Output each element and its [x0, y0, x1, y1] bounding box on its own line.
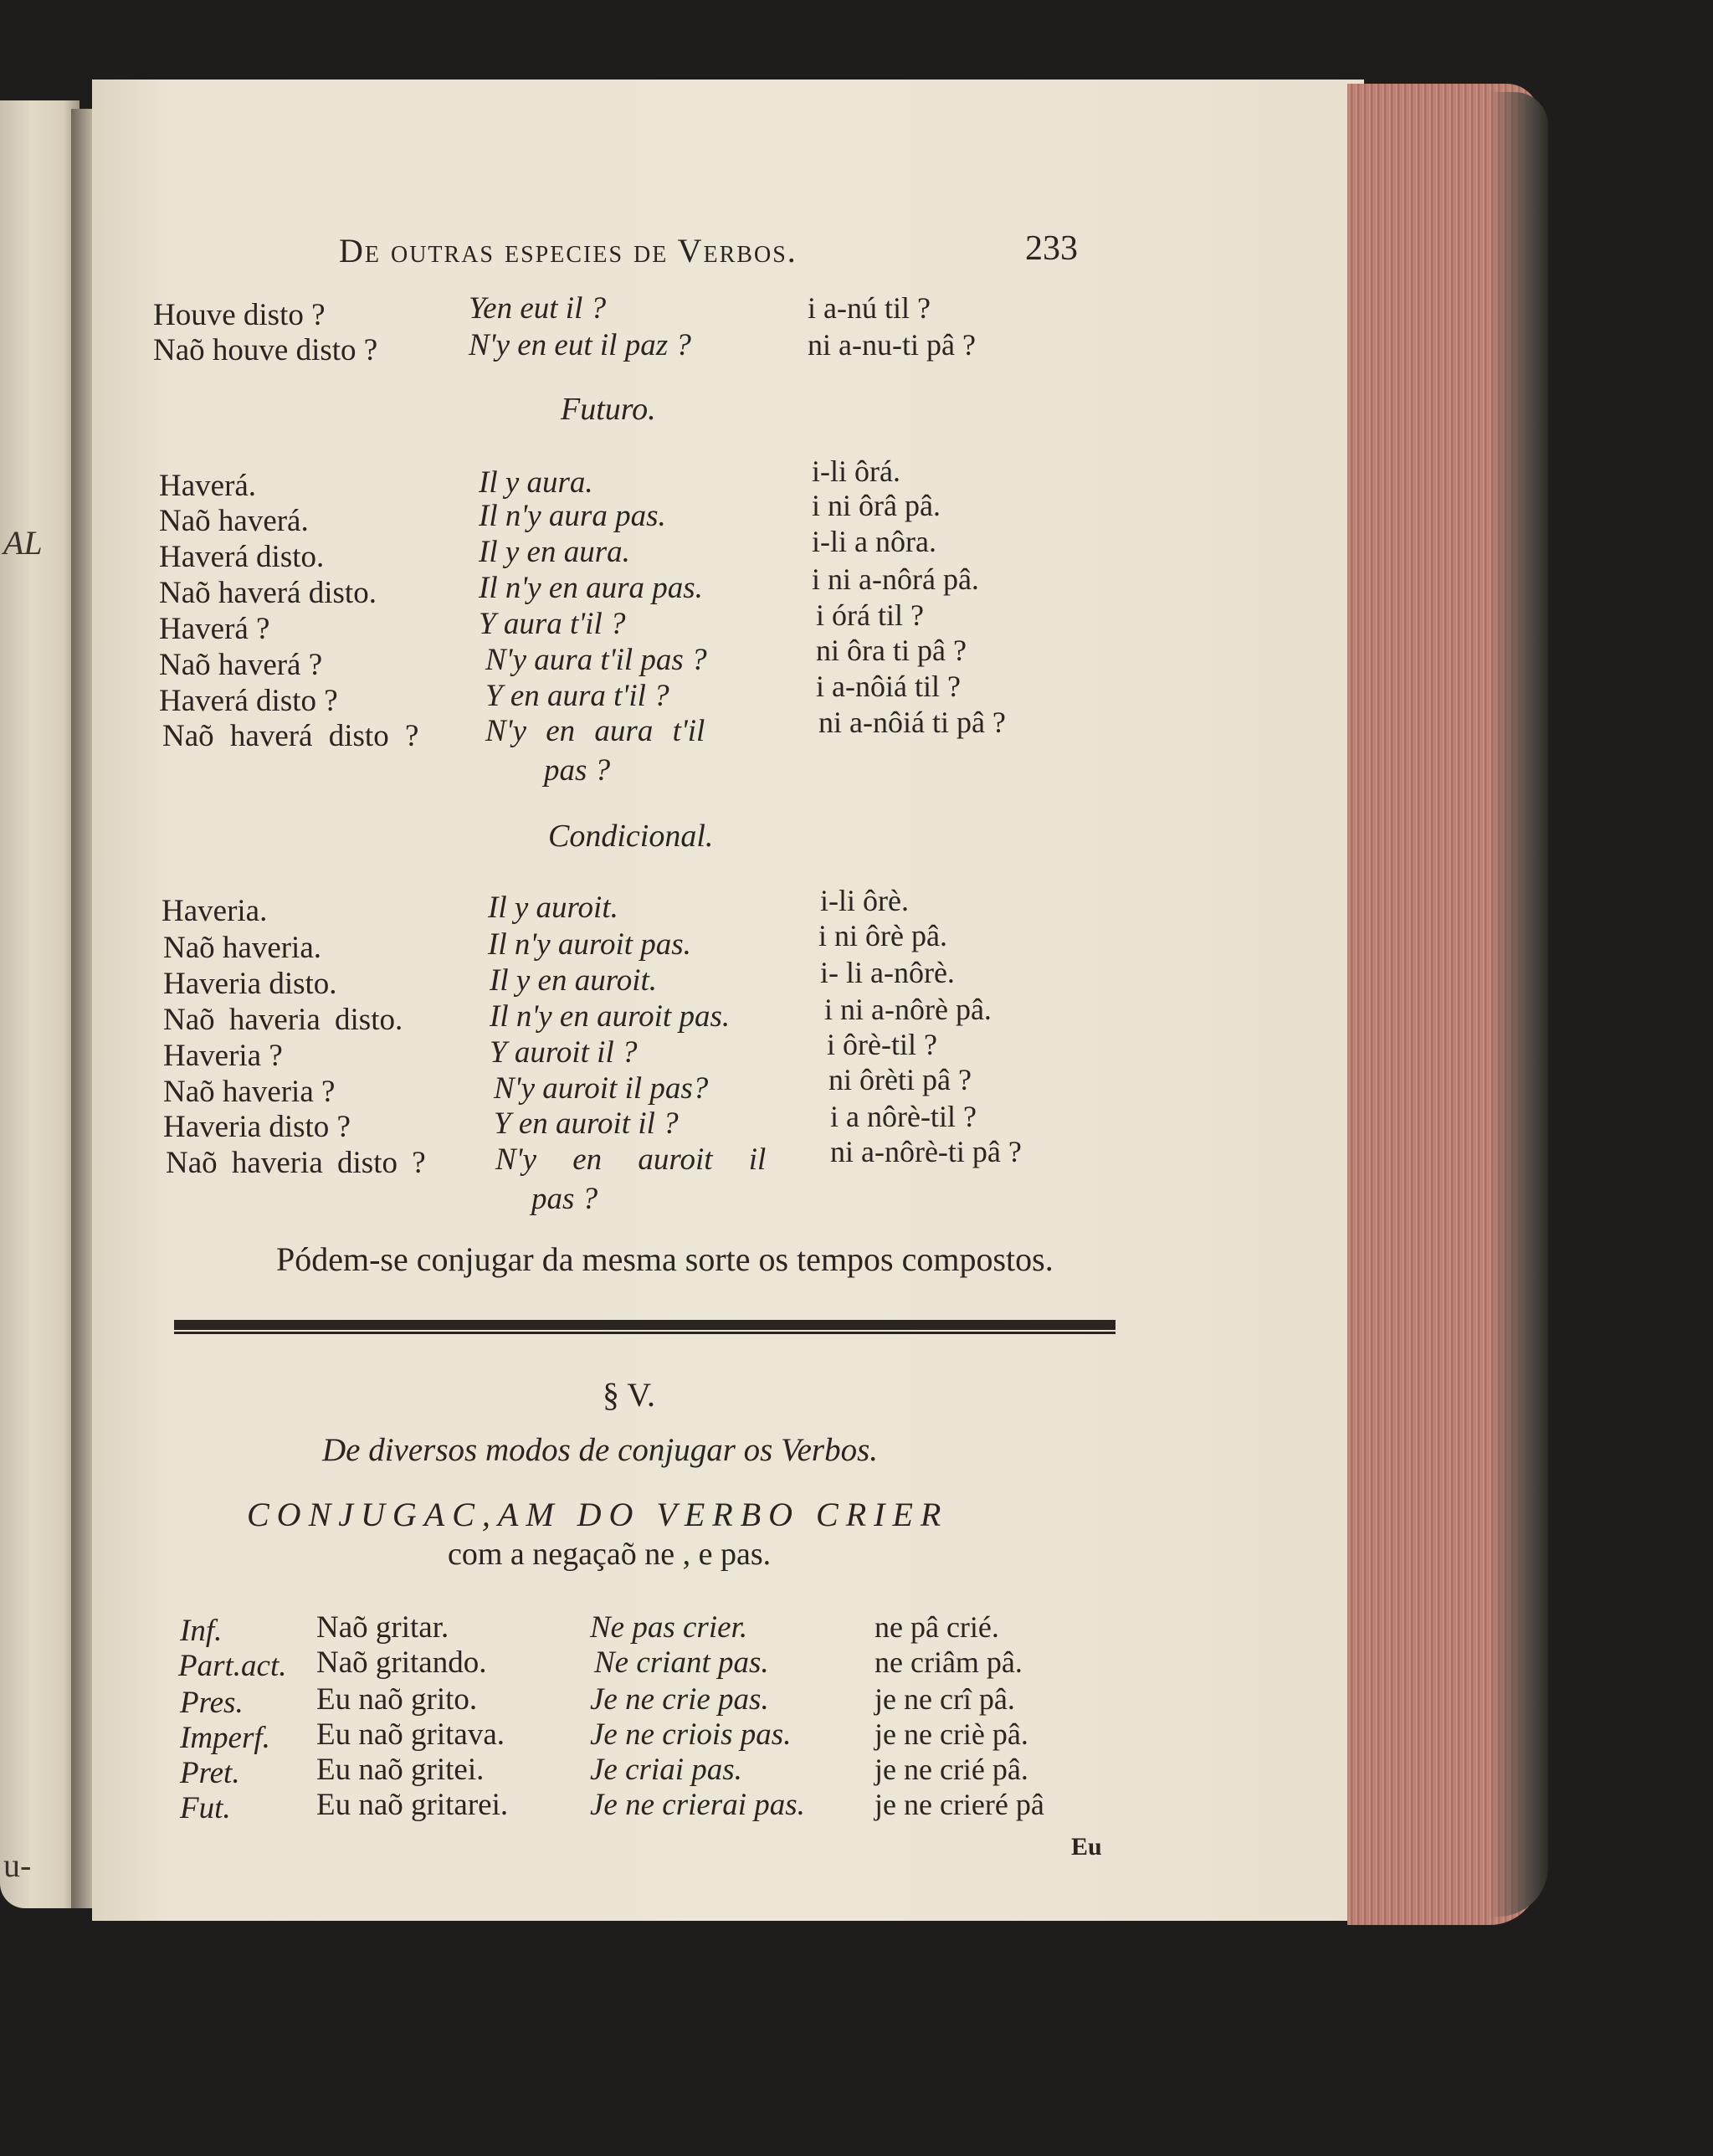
tense-label: Pres.: [180, 1686, 244, 1720]
pt-cell: Haveria.: [162, 894, 268, 928]
fr-cell: Il y aura.: [479, 465, 593, 500]
page-number: 233: [1025, 229, 1078, 268]
pt-cell: Naõ gritar.: [316, 1610, 449, 1645]
ph-cell: i a-nôiá til ?: [816, 670, 961, 703]
fr-cell: Je criai pas.: [590, 1753, 742, 1787]
ph-cell: ni ôra ti pâ ?: [816, 634, 967, 667]
fr-cell: Ne pas crier.: [590, 1610, 748, 1645]
fr-cell: N'y en eut il paz ?: [469, 328, 691, 362]
pt-cell: Naõ houve disto ?: [153, 333, 378, 367]
ph-cell: ni a-nu-ti pâ ?: [808, 328, 976, 362]
pt-cell: Naõ haverá ?: [159, 648, 323, 682]
tense-label: Fut.: [180, 1791, 231, 1825]
ph-cell: i-li a nôra.: [812, 525, 936, 558]
ph-cell: i a nôrè-til ?: [830, 1100, 977, 1133]
ph-cell: je ne crié pâ.: [874, 1753, 1028, 1786]
ph-cell: i-li ôrá.: [812, 454, 900, 488]
fr-cell: Je ne crie pas.: [590, 1682, 769, 1717]
ph-cell: ni a-nôiá ti pâ ?: [818, 706, 1006, 739]
running-header: De outras especies de Verbos.: [339, 232, 798, 270]
ph-cell: i ni ôrè pâ.: [818, 919, 947, 952]
fr-cell: Il n'y en auroit pas.: [490, 999, 731, 1034]
section-subtitle: De diversos modos de conjugar os Verbos.: [322, 1432, 879, 1468]
fr-cell: Y en auroit il ?: [494, 1106, 679, 1141]
left-page-edge: [0, 100, 79, 1908]
pt-cell: Naõ haverá disto.: [159, 576, 377, 610]
section-number: § V.: [603, 1376, 656, 1414]
pt-cell: Naõ haveria.: [163, 931, 322, 965]
ph-cell: je ne crî pâ.: [874, 1682, 1015, 1716]
section-heading-condicional: Condicional.: [548, 819, 714, 854]
ph-cell: i-li ôrè.: [820, 884, 909, 917]
ph-cell: i ni a-nôrá pâ.: [812, 562, 979, 596]
pt-cell: Haveria disto ?: [163, 1110, 351, 1144]
pt-cell: Haverá disto ?: [159, 684, 338, 718]
fr-cell: Il y auroit.: [488, 891, 618, 925]
ph-cell: ni ôrèti pâ ?: [828, 1063, 972, 1096]
pt-cell: Naõ haveria disto ?: [166, 1146, 426, 1180]
tense-label: Pret.: [180, 1756, 240, 1790]
pt-cell: Naõ haverá.: [159, 504, 309, 538]
pt-cell: Eu naõ gritarei.: [316, 1788, 509, 1822]
cover-shadow: [1490, 92, 1548, 1917]
catchword: Eu: [1071, 1833, 1102, 1861]
pt-cell: Haveria disto.: [163, 967, 337, 1001]
fr-continuation: pas ?: [544, 753, 611, 788]
left-page-fragment: AL: [3, 524, 43, 562]
ph-cell: i ôrè-til ?: [827, 1028, 937, 1061]
pt-cell: Naõ haverá disto ?: [162, 719, 419, 753]
ph-cell: i- li a-nôrè.: [820, 956, 955, 989]
fr-cell: Ne criant pas.: [594, 1645, 769, 1680]
tense-label: Part.act.: [178, 1649, 287, 1683]
fr-cell: N'y en aura t'il: [485, 714, 705, 748]
conjugation-title: CONJUGAC,AM DO VERBO CRIER: [247, 1496, 949, 1533]
fr-cell: Yen eut il ?: [469, 291, 607, 326]
ph-cell: i ni ôrâ pâ.: [812, 489, 941, 522]
fr-cell: Il y en aura.: [479, 535, 630, 569]
ph-cell: i órá til ?: [816, 598, 924, 632]
pt-cell: Eu naõ grito.: [316, 1682, 478, 1717]
tense-label: Imperf.: [180, 1721, 270, 1755]
section-divider-thin: [174, 1332, 1116, 1334]
pt-cell: Haverá disto.: [159, 540, 325, 574]
fr-cell: Il y en auroit.: [490, 963, 658, 998]
left-page-fragment: u-: [3, 1846, 32, 1884]
fr-cell: N'y en auroit il: [495, 1142, 767, 1177]
conjugation-subtitle: com a negaçaõ ne , e pas.: [448, 1537, 772, 1572]
fr-cell: Y en aura t'il ?: [485, 679, 669, 713]
pt-cell: Naõ gritando.: [316, 1645, 487, 1680]
fr-cell: N'y auroit il pas?: [494, 1071, 709, 1106]
fr-cell: Il n'y en aura pas.: [479, 571, 703, 605]
pt-cell: Haveria ?: [163, 1039, 283, 1073]
pt-cell: Haverá ?: [159, 612, 270, 646]
fr-cell: Y aura t'il ?: [479, 607, 626, 641]
fr-continuation: pas ?: [531, 1182, 598, 1216]
pt-cell: Eu naõ gritei.: [316, 1753, 485, 1787]
ph-cell: ne criâm pâ.: [874, 1645, 1023, 1679]
ph-cell: ni a-nôrè-ti pâ ?: [830, 1135, 1022, 1168]
pt-cell: Naõ haveria disto.: [163, 1003, 403, 1037]
ph-cell: je ne crieré pâ: [874, 1788, 1044, 1821]
pt-cell: Houve disto ?: [153, 298, 326, 332]
fr-cell: Y auroit il ?: [490, 1035, 638, 1070]
fr-cell: Il n'y auroit pas.: [488, 927, 691, 962]
fr-cell: Je ne crierai pas.: [590, 1788, 805, 1822]
tense-label: Inf.: [180, 1614, 223, 1648]
section-divider: [174, 1320, 1116, 1330]
ph-cell: ne pâ crié.: [874, 1610, 999, 1644]
ph-cell: i a-nú til ?: [808, 291, 931, 325]
fr-cell: Je ne criois pas.: [590, 1717, 792, 1752]
pt-cell: Naõ haveria ?: [163, 1075, 336, 1109]
pt-cell: Eu naõ gritava.: [316, 1717, 505, 1752]
section-heading-futuro: Futuro.: [561, 392, 656, 427]
pt-cell: Haverá.: [159, 469, 257, 503]
fr-cell: N'y aura t'il pas ?: [485, 643, 707, 677]
ph-cell: je ne criè pâ.: [874, 1717, 1028, 1751]
ph-cell: i ni a-nôrè pâ.: [824, 993, 992, 1026]
note-compound-tenses: Pódem-se conjugar da mesma sorte os tempos compostos.: [276, 1240, 1054, 1278]
fr-cell: Il n'y aura pas.: [479, 499, 666, 533]
